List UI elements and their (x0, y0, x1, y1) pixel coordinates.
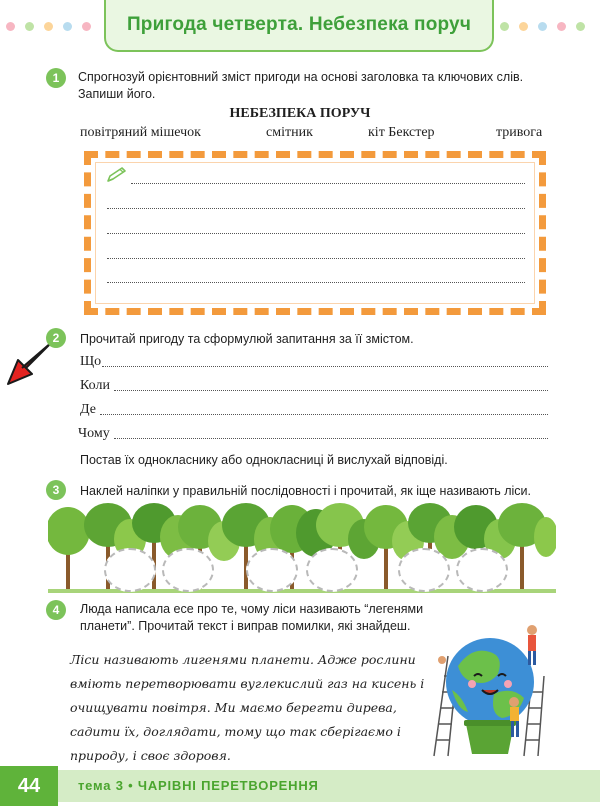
task-2-badge: 2 (46, 328, 66, 348)
task-3-text: Наклей наліпки у правильній послідовності і прочитай, як іще називають ліси. (80, 484, 532, 498)
task-1-heading: НЕБЕЗПЕКА ПОРУЧ (229, 106, 371, 121)
keyword-1: повітряний мішечок (80, 125, 201, 140)
task-2-text: Прочитай пригоду та сформулюй запитання за її змістом. (80, 332, 414, 346)
task-1-text: Спрогнозуй орієнтовний зміст пригоди на основі заголовка та ключових слів. Запиши його. (78, 70, 524, 101)
pencil-icon (105, 166, 129, 184)
task-4-text: Люда написала есе про те, чому ліси називають “легенями планети”. Прочитай текст і виправ помилки, які знайдеш. (80, 602, 424, 633)
question-label-2: Коли (80, 378, 110, 393)
question-label-4: Чому (78, 426, 110, 441)
sticker-slot-5[interactable] (398, 548, 450, 592)
question-label-3: Де (80, 402, 96, 417)
decorative-dot (500, 22, 509, 31)
decorative-dot (63, 22, 72, 31)
footer-topic: тема 3 • ЧАРІВНІ ПЕРЕТВОРЕННЯ (78, 778, 319, 793)
question-line-1[interactable] (102, 366, 548, 367)
writing-line-3[interactable] (107, 233, 525, 234)
page-number: 44 (0, 766, 58, 806)
sticker-slot-2[interactable] (162, 548, 214, 592)
question-line-3[interactable] (100, 414, 548, 415)
writing-line-1[interactable] (131, 183, 525, 184)
decorative-dot (44, 22, 53, 31)
keyword-2: смітник (266, 125, 313, 140)
sticker-slot-6[interactable] (456, 548, 508, 592)
page-title: Пригода четверта. Небезпека поруч (126, 14, 472, 35)
task-2-followup: Постав їх однокласнику або однокласниці й вислухай відповіді. (80, 453, 448, 467)
essay-text: Ліси називають лигенями планети. Адже рослини вміють перетворювати вуглекислий газ на кисень і очищувати повітря. Ми маємо берегти дирева, садити їх, доглядати, тому що так сберігаємо і природу, і своє здоровя. (70, 652, 425, 763)
decorative-dot (538, 22, 547, 31)
writing-line-2[interactable] (107, 208, 525, 209)
task-4-badge: 4 (46, 600, 66, 620)
sticker-slot-4[interactable] (306, 548, 358, 592)
decorative-dot (6, 22, 15, 31)
question-line-2[interactable] (114, 390, 548, 391)
question-label-1: Що (80, 354, 102, 369)
keyword-3: кіт Бекстер (368, 125, 435, 140)
decorative-dot (557, 22, 566, 31)
writing-frame[interactable] (84, 151, 546, 315)
decorative-dot (82, 22, 91, 31)
earth-globe-illustration (428, 616, 548, 758)
decorative-dot (25, 22, 34, 31)
keyword-4: тривога (496, 125, 543, 140)
decorative-dot (519, 22, 528, 31)
title-tab (104, 0, 494, 52)
sticker-slot-3[interactable] (246, 548, 298, 592)
sticker-slot-1[interactable] (104, 548, 156, 592)
writing-line-4[interactable] (107, 258, 525, 259)
writing-line-5[interactable] (107, 282, 525, 283)
task-1-badge: 1 (46, 68, 66, 88)
decorative-dot (576, 22, 585, 31)
task-3-badge: 3 (46, 480, 66, 500)
question-line-4[interactable] (114, 438, 548, 439)
